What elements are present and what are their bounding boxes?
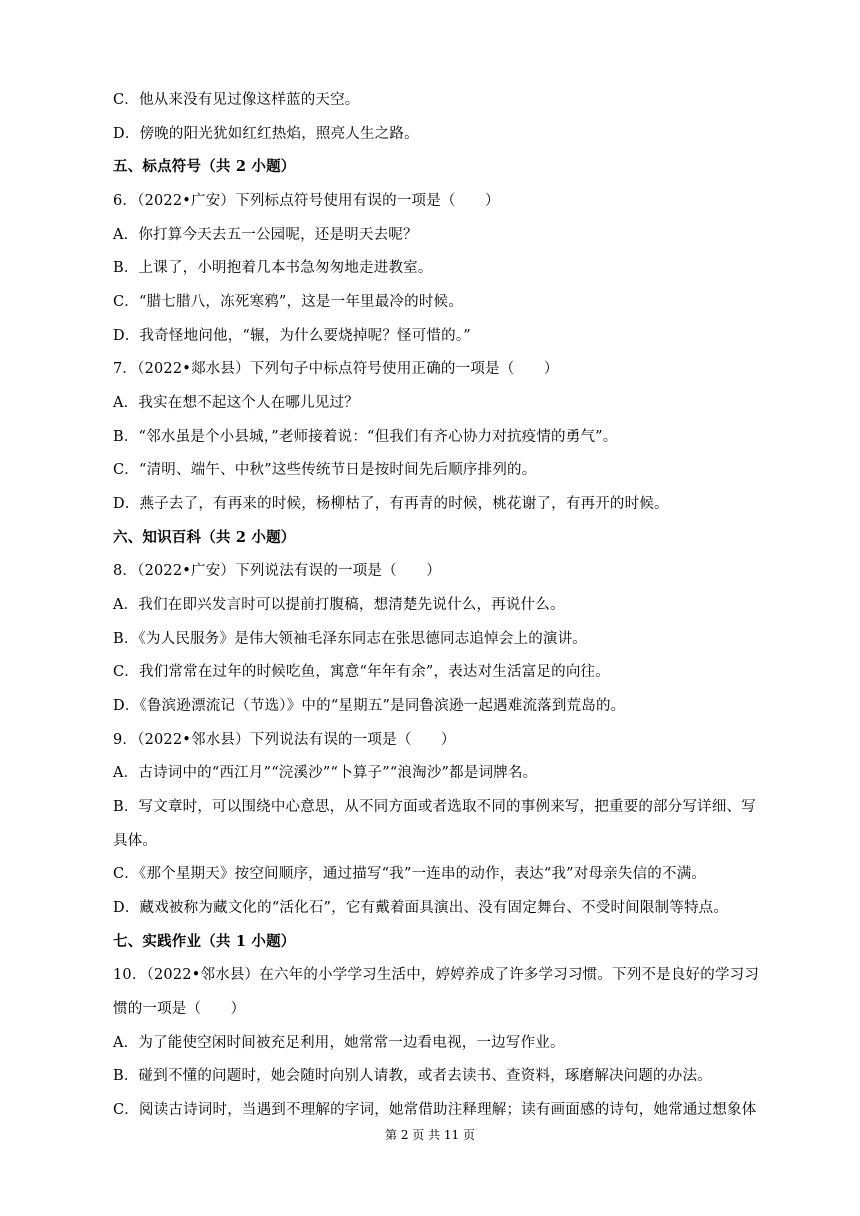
question-10-continued: 惯的一项是（ ） bbox=[113, 1001, 246, 1017]
section-heading-knowledge: 六、知识百科（共 2 小题） bbox=[113, 529, 296, 546]
option-a-q9: A．古诗词中的“西江月”“浣溪沙”“卜算子”“浪淘沙”都是词牌名。 bbox=[113, 765, 538, 781]
option-b-q9-continued: 具体。 bbox=[113, 833, 158, 849]
question-6: 6．（2022•广安）下列标点符号使用有误的一项是（ ） bbox=[113, 193, 500, 209]
section-heading-practice: 七、实践作业（共 1 小题） bbox=[113, 933, 296, 950]
option-b-q9: B．写文章时，可以围绕中心意思，从不同方面或者选取不同的事例来写，把重要的部分写详细、写 bbox=[113, 799, 756, 815]
option-d-q7: D．燕子去了，有再来的时候，杨柳枯了，有再青的时候，桃花谢了，有再开的时候。 bbox=[113, 496, 669, 512]
option-d-q6: D．我奇怪地问他，“辗，为什么要烧掉呢？怪可惜的。” bbox=[113, 328, 471, 344]
option-b-q10: B．碰到不懂的问题时，她会随时向别人请教，或者去读书、查资料，琢磨解决问题的办法。 bbox=[113, 1068, 712, 1084]
option-c-q5: C．他从来没有见过像这样蓝的天空。 bbox=[113, 92, 360, 108]
question-9: 9．（2022•邻水县）下列说法有误的一项是（ ） bbox=[113, 732, 456, 748]
question-8: 8．（2022•广安）下列说法有误的一项是（ ） bbox=[113, 563, 441, 579]
question-10: 10．（2022•邻水县）在六年的小学学习生活中，婷婷养成了许多学习习惯。下列不是良好的学习习 bbox=[113, 967, 760, 983]
option-b-q6: B．上课了，小明抱着几本书急匆匆地走进教室。 bbox=[113, 260, 433, 276]
option-a-q7: A．我实在想不起这个人在哪儿见过？ bbox=[113, 395, 359, 411]
option-c-q10: C．阅读古诗词时，当遇到不理解的字词，她常借助注释理解；读有画面感的诗句，她常通过想象体 bbox=[113, 1102, 757, 1118]
section-heading-punctuation: 五、标点符号（共 2 小题） bbox=[113, 158, 296, 175]
option-d-q5: D．傍晚的阳光犹如红红热焰，照亮人生之路。 bbox=[113, 126, 419, 142]
option-a-q6: A．你打算今天去五一公园呢，还是明天去呢？ bbox=[113, 227, 418, 243]
option-d-q9: D．藏戏被称为藏文化的“活化石”，它有戴着面具演出、没有固定舞台、不受时间限制等特点。 bbox=[113, 900, 729, 916]
page-footer: 第 2 页 共 11 页 bbox=[385, 1128, 475, 1142]
question-7: 7．（2022•郯水县）下列句子中标点符号使用正确的一项是（ ） bbox=[113, 361, 559, 377]
option-c-q6: C．“腊七腊八，冻死寒鸦”，这是一年里最冷的时候。 bbox=[113, 294, 463, 310]
option-b-q8: B．《为人民服务》是伟大领袖毛泽东同志在张思德同志追悼会上的演讲。 bbox=[113, 631, 588, 647]
option-a-q10: A．为了能使空闲时间被充足利用，她常常一边看电视，一边写作业。 bbox=[113, 1035, 565, 1051]
option-d-q8: D．《鲁滨逊漂流记（节选）》中的“星期五”是同鲁滨逊一起遇难流落到荒岛的。 bbox=[113, 698, 626, 714]
option-c-q8: C．我们常常在过年的时候吃鱼，寓意“年年有余”，表达对生活富足的向往。 bbox=[113, 664, 610, 680]
option-c-q7: C．“清明、端午、中秋”这些传统节日是按时间先后顺序排列的。 bbox=[113, 462, 537, 478]
option-b-q7: B．“邻水虽是个小县城，”老师接着说：“但我们有齐心协力对抗疫情的勇气”。 bbox=[113, 429, 618, 445]
option-a-q8: A．我们在即兴发言时可以提前打腹稿，想清楚先说什么，再说什么。 bbox=[113, 597, 565, 613]
option-c-q9: C．《那个星期天》按空间顺序，通过描写“我”一连串的动作，表达“我”对母亲失信的不满。 bbox=[113, 866, 707, 882]
